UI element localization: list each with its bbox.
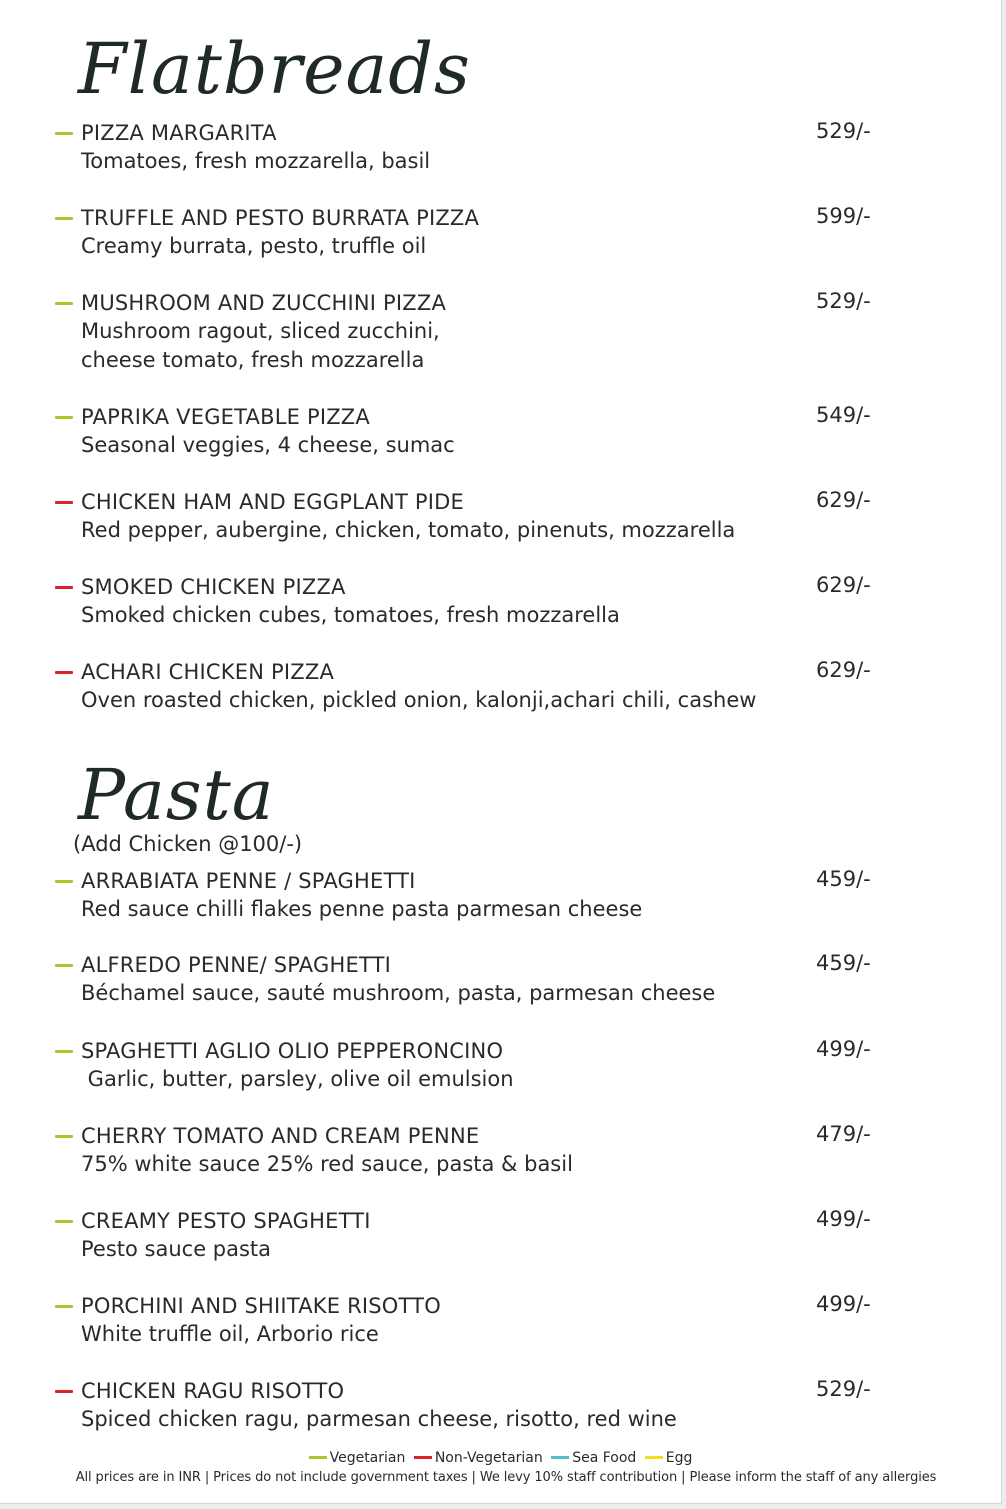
veg-marker-icon — [55, 132, 73, 135]
item-description: Seasonal veggies, 4 cheese, sumac — [81, 433, 455, 457]
item-name: MUSHROOM AND ZUCCHINI PIZZA — [81, 291, 447, 315]
item-price: 599/- — [816, 204, 871, 228]
legend-egg: Egg — [645, 1450, 693, 1466]
veg-marker-icon — [55, 416, 73, 419]
item-description: Mushroom ragout, sliced zucchini, cheese tomato, fresh mozzarella — [81, 319, 440, 372]
item-price: 629/- — [816, 488, 871, 512]
item-price: 479/- — [816, 1122, 871, 1146]
item-name: SPAGHETTI AGLIO OLIO PEPPERONCINO — [81, 1039, 504, 1063]
item-name: ACHARI CHICKEN PIZZA — [81, 660, 335, 684]
item-description: Smoked chicken cubes, tomatoes, fresh mozzarella — [81, 603, 620, 627]
item-price: 529/- — [816, 1377, 871, 1401]
item-description: Oven roasted chicken, pickled onion, kalonji,achari chili, cashew — [81, 688, 757, 712]
item-price: 549/- — [816, 403, 871, 427]
legend-veg: Vegetarian — [309, 1450, 406, 1466]
nonveg-marker-icon — [55, 501, 73, 504]
nonveg-marker-icon — [55, 1390, 73, 1393]
nonveg-marker-icon — [55, 586, 73, 589]
item-name: CREAMY PESTO SPAGHETTI — [81, 1209, 371, 1233]
nonveg-swatch-icon — [414, 1456, 432, 1459]
diet-legend — [0, 1450, 1001, 1466]
price-disclaimer: All prices are in INR | Prices do not include government taxes | We levy 10% staff contribution | Please inform the staff of any allergies — [75, 1470, 937, 1485]
item-name: PIZZA MARGARITA — [81, 121, 277, 145]
veg-marker-icon — [55, 880, 73, 883]
item-name: ALFREDO PENNE/ SPAGHETTI — [81, 953, 392, 977]
item-name: PORCHINI AND SHIITAKE RISOTTO — [81, 1294, 441, 1318]
item-name: ARRABIATA PENNE / SPAGHETTI — [81, 869, 416, 893]
item-price: 499/- — [816, 1207, 871, 1231]
nonveg-marker-icon — [55, 671, 73, 674]
veg-swatch-icon — [309, 1456, 327, 1459]
item-name: CHERRY TOMATO AND CREAM PENNE — [81, 1124, 480, 1148]
pasta-title: Pasta — [78, 754, 275, 836]
legend-nonveg: Non-Vegetarian — [414, 1450, 543, 1466]
item-description: White truffle oil, Arborio rice — [81, 1322, 379, 1346]
legend-seafood: Sea Food — [551, 1450, 636, 1466]
item-description: Béchamel sauce, sauté mushroom, pasta, parmesan cheese — [81, 981, 716, 1005]
item-price: 459/- — [816, 951, 871, 975]
flatbreads-title: Flatbreads — [78, 28, 471, 110]
item-description: Creamy burrata, pesto, truffle oil — [81, 234, 427, 258]
item-name: CHICKEN HAM AND EGGPLANT PIDE — [81, 490, 464, 514]
item-description: Red sauce chilli flakes penne pasta parmesan cheese — [81, 897, 643, 921]
item-name: SMOKED CHICKEN PIZZA — [81, 575, 346, 599]
item-price: 499/- — [816, 1292, 871, 1316]
item-price: 629/- — [816, 573, 871, 597]
egg-swatch-icon — [645, 1456, 663, 1459]
veg-marker-icon — [55, 1135, 73, 1138]
item-description: Tomatoes, fresh mozzarella, basil — [81, 149, 431, 173]
item-name: CHICKEN RAGU RISOTTO — [81, 1379, 345, 1403]
item-description: 75% white sauce 25% red sauce, pasta & basil — [81, 1152, 573, 1176]
seafood-swatch-icon — [551, 1456, 569, 1459]
veg-marker-icon — [55, 964, 73, 967]
item-description: Spiced chicken ragu, parmesan cheese, risotto, red wine — [81, 1407, 677, 1431]
pasta-note: (Add Chicken @100/-) — [73, 832, 303, 856]
item-description: Red pepper, aubergine, chicken, tomato, pinenuts, mozzarella — [81, 518, 736, 542]
item-description: Pesto sauce pasta — [81, 1237, 272, 1261]
item-name: TRUFFLE AND PESTO BURRATA PIZZA — [81, 206, 480, 230]
item-price: 529/- — [816, 289, 871, 313]
veg-marker-icon — [55, 1050, 73, 1053]
item-price: 529/- — [816, 119, 871, 143]
item-price: 629/- — [816, 658, 871, 682]
veg-marker-icon — [55, 1305, 73, 1308]
veg-marker-icon — [55, 1220, 73, 1223]
item-price: 499/- — [816, 1037, 871, 1061]
veg-marker-icon — [55, 217, 73, 220]
veg-marker-icon — [55, 302, 73, 305]
item-description: Garlic, butter, parsley, olive oil emulsion — [81, 1067, 514, 1091]
item-price: 459/- — [816, 867, 871, 891]
item-name: PAPRIKA VEGETABLE PIZZA — [81, 405, 370, 429]
